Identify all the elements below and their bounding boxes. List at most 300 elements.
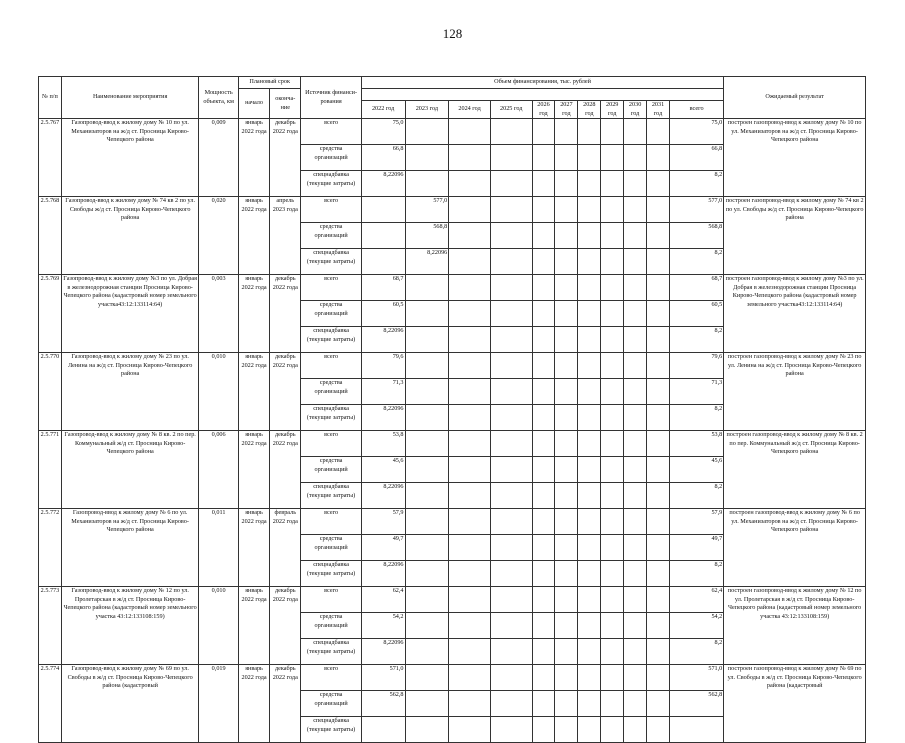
year-value xyxy=(555,717,578,743)
year-value: 8,22096 xyxy=(361,327,405,353)
year-value xyxy=(490,197,532,223)
total-value: 8,2 xyxy=(669,249,723,275)
year-value xyxy=(578,145,601,171)
year-value xyxy=(405,275,449,301)
year-value xyxy=(601,639,624,665)
end-date: декабрь 2022 года xyxy=(270,431,301,509)
year-value xyxy=(490,275,532,301)
year-value xyxy=(449,509,491,535)
year-value xyxy=(490,301,532,327)
end-date: декабрь 2022 года xyxy=(270,119,301,197)
source: всего xyxy=(301,353,361,379)
total-value: 8,2 xyxy=(669,327,723,353)
row-num: 2.5.772 xyxy=(39,509,62,587)
year-value xyxy=(490,613,532,639)
year-value xyxy=(405,509,449,535)
year-value: 71,3 xyxy=(361,379,405,405)
year-value xyxy=(578,717,601,743)
year-value xyxy=(449,717,491,743)
year-value xyxy=(578,197,601,223)
year-value xyxy=(555,431,578,457)
year-value xyxy=(490,509,532,535)
end-date: декабрь 2022 года xyxy=(270,587,301,665)
year-value xyxy=(405,405,449,431)
year-value xyxy=(647,665,670,691)
year-value xyxy=(601,249,624,275)
year-value xyxy=(555,275,578,301)
end-date: февраль 2022 года xyxy=(270,509,301,587)
source: всего xyxy=(301,197,361,223)
year-value xyxy=(490,639,532,665)
year-value xyxy=(532,457,555,483)
year-value xyxy=(647,379,670,405)
total-value: 57,9 xyxy=(669,509,723,535)
year-value xyxy=(624,249,647,275)
source: всего xyxy=(301,431,361,457)
header-result: Ожидаемый результат xyxy=(724,77,866,119)
source: средства организаций xyxy=(301,457,361,483)
year-value xyxy=(601,119,624,145)
year-value xyxy=(490,535,532,561)
header-num: № п/п xyxy=(39,77,62,119)
year-value xyxy=(361,249,405,275)
total-value: 568,8 xyxy=(669,223,723,249)
year-value xyxy=(578,405,601,431)
capacity: 0,019 xyxy=(199,665,239,743)
header-name: Наименование мероприятия xyxy=(61,77,198,119)
capacity: 0,006 xyxy=(199,431,239,509)
expected-result: построен газопровод-ввод к жилому дому №3 по ул. Добрая в железнодорожная станции Просница Кирово-Чепецкого района (кадастровый номер земельного участка43:12:133114:64) xyxy=(724,275,866,353)
total-value: 75,0 xyxy=(669,119,723,145)
year-value xyxy=(405,613,449,639)
year-value xyxy=(405,717,449,743)
header-year: 2029 год xyxy=(601,101,624,119)
header-year: 2025 год xyxy=(490,101,532,119)
year-value xyxy=(405,691,449,717)
row-num: 2.5.771 xyxy=(39,431,62,509)
year-value xyxy=(405,561,449,587)
capacity: 0,009 xyxy=(199,119,239,197)
source: спецнадбавка (текущие затраты) xyxy=(301,327,361,353)
year-value xyxy=(624,509,647,535)
year-value xyxy=(490,665,532,691)
year-value xyxy=(405,665,449,691)
source: всего xyxy=(301,119,361,145)
end-date: декабрь 2022 года xyxy=(270,353,301,431)
year-value xyxy=(490,353,532,379)
year-value xyxy=(647,561,670,587)
measure-name: Газопровод-ввод к жилому дому № 74 кв 2 по ул. Свободы ж/д ст. Просница Кирово-Чепецкого района xyxy=(61,197,198,275)
table-row xyxy=(39,431,866,457)
year-value xyxy=(624,561,647,587)
year-value xyxy=(555,613,578,639)
year-value xyxy=(361,223,405,249)
year-value xyxy=(555,197,578,223)
year-value xyxy=(490,223,532,249)
year-value xyxy=(532,119,555,145)
source: средства организаций xyxy=(301,301,361,327)
year-value: 8,22096 xyxy=(361,405,405,431)
year-value xyxy=(555,665,578,691)
table-row xyxy=(39,119,866,145)
year-value xyxy=(449,249,491,275)
capacity: 0,010 xyxy=(199,587,239,665)
header-volume-spacer xyxy=(361,89,723,101)
year-value xyxy=(555,119,578,145)
year-value xyxy=(449,145,491,171)
year-value: 8,22096 xyxy=(405,249,449,275)
year-value xyxy=(532,431,555,457)
year-value xyxy=(647,275,670,301)
year-value xyxy=(449,561,491,587)
year-value xyxy=(601,613,624,639)
total-value: 62,4 xyxy=(669,587,723,613)
year-value xyxy=(578,353,601,379)
header-year: 2022 год xyxy=(361,101,405,119)
year-value: 79,6 xyxy=(361,353,405,379)
start-date: январь 2022 года xyxy=(238,509,269,587)
year-value xyxy=(647,171,670,197)
year-value xyxy=(490,327,532,353)
year-value xyxy=(601,327,624,353)
total-value: 53,8 xyxy=(669,431,723,457)
year-value xyxy=(405,535,449,561)
year-value xyxy=(578,613,601,639)
year-value xyxy=(601,535,624,561)
year-value xyxy=(449,431,491,457)
measure-name: Газопровод-ввод к жилому дому № 23 по ул. Ленина на ж/д ст. Просница Кирово-Чепецкого района xyxy=(61,353,198,431)
year-value xyxy=(601,431,624,457)
year-value xyxy=(532,613,555,639)
measure-name: Газопровод-ввод к жилому дому № 6 по ул. Механизаторов на ж/д ст. Просница Кирово-Чепецкого района xyxy=(61,509,198,587)
year-value: 54,2 xyxy=(361,613,405,639)
year-value xyxy=(624,171,647,197)
year-value xyxy=(532,561,555,587)
year-value xyxy=(578,379,601,405)
year-value: 562,8 xyxy=(361,691,405,717)
year-value xyxy=(532,301,555,327)
year-value xyxy=(555,249,578,275)
year-value xyxy=(490,145,532,171)
year-value xyxy=(578,639,601,665)
row-num: 2.5.770 xyxy=(39,353,62,431)
year-value xyxy=(490,405,532,431)
header-year: 2027 год xyxy=(555,101,578,119)
year-value xyxy=(449,639,491,665)
year-value xyxy=(532,509,555,535)
start-date: январь 2022 года xyxy=(238,431,269,509)
year-value xyxy=(449,613,491,639)
header-end: оконча-ние xyxy=(270,89,301,119)
total-value: 49,7 xyxy=(669,535,723,561)
year-value xyxy=(555,171,578,197)
source: спецнадбавка (текущие затраты) xyxy=(301,405,361,431)
financing-table xyxy=(38,76,866,743)
year-value xyxy=(647,327,670,353)
header-year: 2028 год xyxy=(578,101,601,119)
year-value xyxy=(405,457,449,483)
year-value xyxy=(532,717,555,743)
year-value xyxy=(449,197,491,223)
year-value xyxy=(647,717,670,743)
source: всего xyxy=(301,275,361,301)
year-value xyxy=(449,665,491,691)
total-value: 571,0 xyxy=(669,665,723,691)
expected-result: построен газопровод-ввод к жилому дому № 23 по ул. Ленина на ж/д ст. Просница Кирово-Чепецкого района xyxy=(724,353,866,431)
year-value: 568,8 xyxy=(405,223,449,249)
year-value xyxy=(532,535,555,561)
source: спецнадбавка (текущие затраты) xyxy=(301,249,361,275)
table-header xyxy=(39,77,866,119)
year-value xyxy=(601,275,624,301)
year-value xyxy=(624,717,647,743)
year-value xyxy=(532,327,555,353)
year-value xyxy=(490,119,532,145)
source: средства организаций xyxy=(301,223,361,249)
total-value: 68,7 xyxy=(669,275,723,301)
table-row xyxy=(39,665,866,691)
total-value: 71,3 xyxy=(669,379,723,405)
year-value xyxy=(578,223,601,249)
year-value xyxy=(532,223,555,249)
year-value xyxy=(555,639,578,665)
year-value: 60,5 xyxy=(361,301,405,327)
year-value xyxy=(532,691,555,717)
table-row xyxy=(39,275,866,301)
year-value xyxy=(601,223,624,249)
year-value xyxy=(490,431,532,457)
year-value xyxy=(647,249,670,275)
year-value xyxy=(578,665,601,691)
year-value xyxy=(601,379,624,405)
total-value: 577,0 xyxy=(669,197,723,223)
year-value: 571,0 xyxy=(361,665,405,691)
total-value xyxy=(669,717,723,743)
year-value xyxy=(624,197,647,223)
year-value xyxy=(601,457,624,483)
year-value xyxy=(405,587,449,613)
year-value xyxy=(624,275,647,301)
year-value xyxy=(578,691,601,717)
year-value xyxy=(624,145,647,171)
total-value: 8,2 xyxy=(669,405,723,431)
start-date: январь 2022 года xyxy=(238,353,269,431)
expected-result: построен газопровод-ввод к жилому дому № 8 кв. 2 по пер. Коммунальный ж/д ст. Просница Кирово-Чепецкого района xyxy=(724,431,866,509)
source: спецнадбавка (текущие затраты) xyxy=(301,171,361,197)
end-date: декабрь 2022 года xyxy=(270,665,301,743)
year-value xyxy=(601,483,624,509)
total-value: 54,2 xyxy=(669,613,723,639)
year-value: 8,22096 xyxy=(361,561,405,587)
year-value: 8,22096 xyxy=(361,639,405,665)
table-row xyxy=(39,509,866,535)
year-value xyxy=(578,483,601,509)
year-value xyxy=(361,197,405,223)
year-value xyxy=(555,483,578,509)
capacity: 0,003 xyxy=(199,275,239,353)
year-value xyxy=(555,509,578,535)
year-value: 75,0 xyxy=(361,119,405,145)
year-value xyxy=(555,457,578,483)
year-value xyxy=(601,171,624,197)
year-value xyxy=(449,457,491,483)
year-value xyxy=(624,379,647,405)
source: спецнадбавка (текущие затраты) xyxy=(301,717,361,743)
year-value xyxy=(601,691,624,717)
year-value: 8,22096 xyxy=(361,171,405,197)
source: средства организаций xyxy=(301,691,361,717)
measure-name: Газопровод-ввод к жилому дому № 12 по ул. Пролетарская в ж/д ст. Просница Кирово-Чепецкого района (кадастровый номер земельного участка 43:12:133108:159) xyxy=(61,587,198,665)
year-value xyxy=(405,353,449,379)
source: средства организаций xyxy=(301,145,361,171)
measure-name: Газопровод-ввод к жилому дому № 10 по ул. Механизаторов на ж/д ст. Просница Кирово-Чепецкого района xyxy=(61,119,198,197)
table-body xyxy=(39,119,866,743)
year-value xyxy=(578,119,601,145)
capacity: 0,010 xyxy=(199,353,239,431)
year-value xyxy=(449,483,491,509)
year-value xyxy=(555,301,578,327)
year-value xyxy=(449,379,491,405)
year-value xyxy=(449,691,491,717)
year-value xyxy=(601,587,624,613)
year-value xyxy=(490,249,532,275)
year-value xyxy=(647,145,670,171)
total-value: 562,8 xyxy=(669,691,723,717)
year-value xyxy=(532,483,555,509)
year-value xyxy=(361,717,405,743)
year-value xyxy=(490,483,532,509)
year-value: 53,8 xyxy=(361,431,405,457)
year-value xyxy=(555,561,578,587)
year-value xyxy=(490,691,532,717)
year-value xyxy=(449,119,491,145)
year-value xyxy=(647,509,670,535)
expected-result: построен газопровод-ввод к жилому дому № 69 по ул. Свободы в ж/д ст. Просница Кирово-Чепецкого района (кадастровый xyxy=(724,665,866,743)
expected-result: построен газопровод-ввод к жилому дому № 6 по ул. Механизаторов на ж/д ст. Просница Кирово-Чепецкого района xyxy=(724,509,866,587)
start-date: январь 2022 года xyxy=(238,197,269,275)
year-value xyxy=(647,301,670,327)
year-value xyxy=(624,587,647,613)
start-date: январь 2022 года xyxy=(238,587,269,665)
year-value xyxy=(624,613,647,639)
year-value xyxy=(490,457,532,483)
end-date: декабрь 2022 года xyxy=(270,275,301,353)
year-value xyxy=(624,119,647,145)
year-value xyxy=(647,119,670,145)
year-value xyxy=(647,457,670,483)
year-value xyxy=(405,171,449,197)
year-value xyxy=(449,171,491,197)
header-year: 2023 год xyxy=(405,101,449,119)
capacity: 0,011 xyxy=(199,509,239,587)
year-value xyxy=(532,145,555,171)
header-volume: Объем финансирования, тыс. рублей xyxy=(361,77,723,89)
year-value xyxy=(647,353,670,379)
row-num: 2.5.769 xyxy=(39,275,62,353)
total-value: 60,5 xyxy=(669,301,723,327)
total-value: 8,2 xyxy=(669,483,723,509)
year-value xyxy=(405,431,449,457)
year-value xyxy=(578,171,601,197)
header-capacity: Мощность объекта, км xyxy=(199,77,239,119)
year-value xyxy=(490,561,532,587)
table-row xyxy=(39,353,866,379)
year-value xyxy=(532,405,555,431)
year-value xyxy=(555,535,578,561)
year-value xyxy=(532,275,555,301)
year-value xyxy=(578,457,601,483)
year-value xyxy=(532,639,555,665)
table-row xyxy=(39,197,866,223)
year-value xyxy=(405,483,449,509)
year-value xyxy=(624,535,647,561)
year-value xyxy=(405,119,449,145)
year-value xyxy=(624,327,647,353)
total-value: 45,6 xyxy=(669,457,723,483)
year-value xyxy=(624,639,647,665)
year-value xyxy=(647,405,670,431)
year-value xyxy=(578,587,601,613)
year-value xyxy=(555,145,578,171)
year-value xyxy=(405,145,449,171)
year-value xyxy=(578,327,601,353)
year-value xyxy=(405,379,449,405)
year-value xyxy=(490,587,532,613)
source: всего xyxy=(301,665,361,691)
year-value xyxy=(647,691,670,717)
year-value xyxy=(449,353,491,379)
year-value: 8,22096 xyxy=(361,483,405,509)
row-num: 2.5.774 xyxy=(39,665,62,743)
year-value xyxy=(405,301,449,327)
header-period: Плановый срок xyxy=(238,77,300,89)
year-value xyxy=(532,171,555,197)
year-value xyxy=(405,639,449,665)
year-value xyxy=(624,457,647,483)
year-value xyxy=(555,691,578,717)
year-value xyxy=(578,561,601,587)
year-value xyxy=(449,275,491,301)
year-value: 49,7 xyxy=(361,535,405,561)
page-number: 128 xyxy=(442,26,463,41)
year-value xyxy=(449,223,491,249)
header-year: всего xyxy=(669,101,723,119)
year-value xyxy=(647,223,670,249)
year-value: 45,6 xyxy=(361,457,405,483)
year-value xyxy=(578,535,601,561)
header-year: 2026 год xyxy=(532,101,555,119)
year-value xyxy=(578,249,601,275)
year-value xyxy=(532,249,555,275)
header-year: 2030 год xyxy=(624,101,647,119)
year-value: 57,9 xyxy=(361,509,405,535)
year-value xyxy=(578,301,601,327)
year-value xyxy=(601,717,624,743)
year-value xyxy=(647,639,670,665)
measure-name: Газопровод-ввод к жилому дому № 69 по ул. Свободы в ж/д ст. Просница Кирово-Чепецкого района (кадастровый xyxy=(61,665,198,743)
total-value: 8,2 xyxy=(669,171,723,197)
year-value: 62,4 xyxy=(361,587,405,613)
year-value xyxy=(624,483,647,509)
total-value: 79,6 xyxy=(669,353,723,379)
row-num: 2.5.773 xyxy=(39,587,62,665)
source: средства организаций xyxy=(301,613,361,639)
year-value xyxy=(624,431,647,457)
source: средства организаций xyxy=(301,535,361,561)
year-value xyxy=(647,483,670,509)
source: спецнадбавка (текущие затраты) xyxy=(301,483,361,509)
year-value xyxy=(555,379,578,405)
